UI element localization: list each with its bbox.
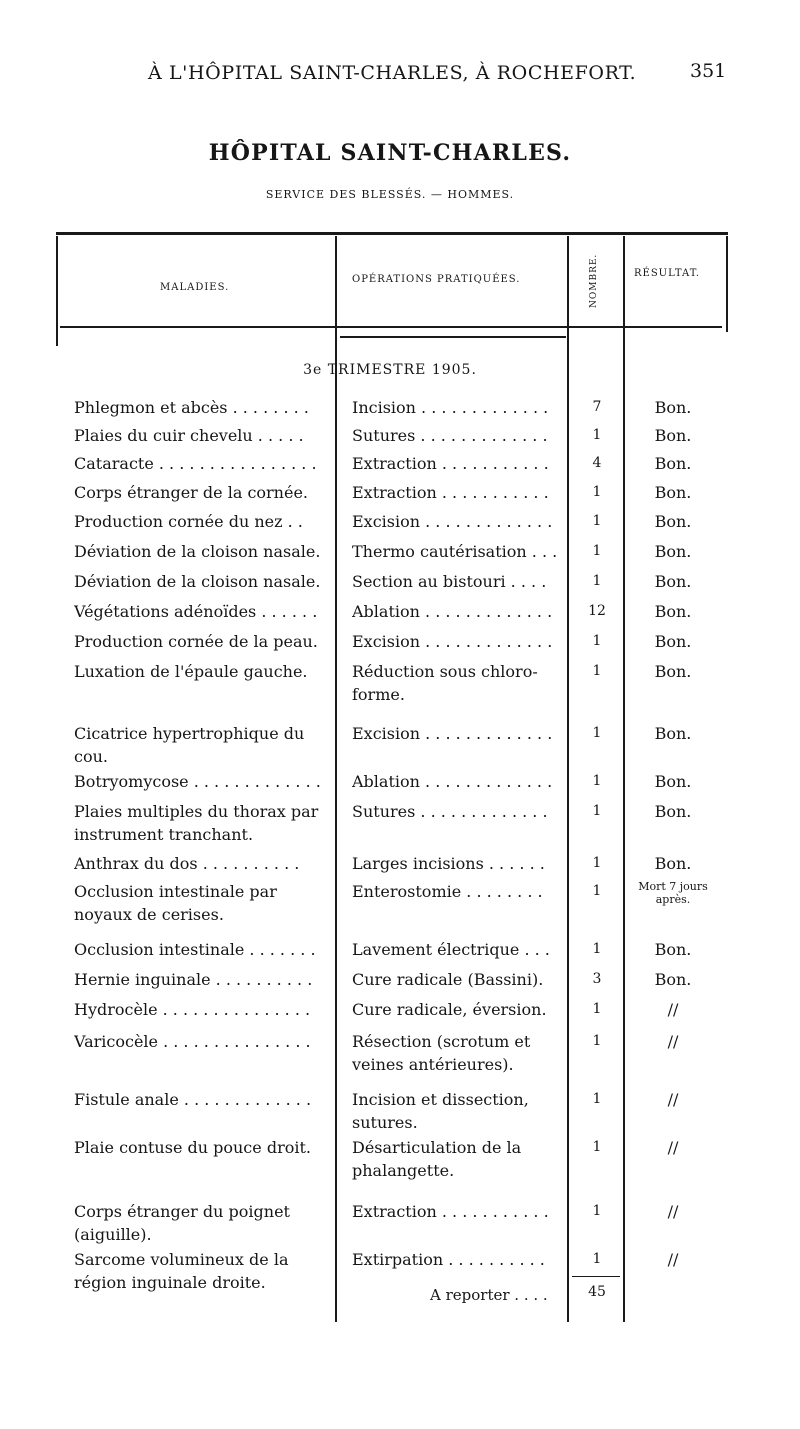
maladie-cell-line: région inguinale droite. (74, 1273, 266, 1292)
nombre-cell: 1 (592, 1033, 602, 1049)
operation-cell-line: Résection (scrotum et (352, 1032, 531, 1051)
maladie-cell-line: (aiguille). (74, 1225, 152, 1244)
operation-cell (352, 630, 562, 653)
resultat-cell (628, 570, 718, 593)
nombre-cell: 1 (592, 855, 602, 871)
resultat-cell-line: Bon. (654, 398, 692, 417)
maladie-cell-line: Varicocèle . . . . . . . . . . . . . . . (74, 1032, 311, 1051)
nombre-cell: 1 (592, 941, 602, 957)
resultat-cell (628, 722, 718, 745)
operation-cell-line: Cure radicale, éversion. (352, 1000, 547, 1019)
maladie-cell-line: Anthrax du dos . . . . . . . . . . (74, 854, 300, 873)
maladie-cell (74, 938, 330, 961)
resultat-cell (628, 998, 718, 1021)
operation-cell-line: Sutures . . . . . . . . . . . . . (352, 426, 548, 445)
maladie-cell-line: Plaie contuse du pouce droit. (74, 1138, 311, 1157)
nombre-cell: 1 (592, 573, 602, 589)
resultat-cell (628, 880, 718, 906)
operation-cell (352, 396, 562, 419)
maladie-cell-line: Phlegmon et abcès . . . . . . . . (74, 398, 309, 417)
operation-cell-line: Excision . . . . . . . . . . . . . (352, 512, 553, 531)
resultat-cell (628, 600, 718, 623)
operation-cell-line: Extraction . . . . . . . . . . . (352, 1202, 549, 1221)
resultat-cell (628, 800, 718, 823)
maladie-cell-line: Végétations adénoïdes . . . . . . (74, 602, 318, 621)
maladie-cell (74, 540, 330, 563)
operation-cell (352, 938, 562, 961)
operation-cell-line: Cure radicale (Bassini). (352, 970, 544, 989)
maladie-cell-line: Production cornée du nez . . (74, 512, 303, 531)
maladie-cell (74, 1200, 330, 1246)
maladie-cell (74, 800, 330, 846)
maladie-cell-line: Hydrocèle . . . . . . . . . . . . . . . (74, 1000, 311, 1019)
maladie-cell (74, 880, 330, 926)
operation-cell-line: veines antérieures). (352, 1055, 514, 1074)
col-header-maladies: MALADIES. (160, 282, 230, 293)
operation-cell (352, 722, 562, 745)
resultat-cell-line: Bon. (654, 483, 692, 502)
resultat-cell (628, 1030, 718, 1053)
nombre-cell: 1 (592, 633, 602, 649)
resultat-cell (628, 1248, 718, 1271)
resultat-cell-line: Bon. (654, 512, 692, 531)
nombre-cell: 1 (592, 427, 602, 443)
operation-cell-line: Excision . . . . . . . . . . . . . (352, 632, 553, 651)
nombre-cell: 1 (592, 663, 602, 679)
operation-cell (352, 1200, 562, 1223)
resultat-cell-line: // (667, 1138, 679, 1157)
page-number: 351 (690, 60, 727, 82)
resultat-cell-line: // (667, 1090, 679, 1109)
nombre-cell: 1 (592, 1001, 602, 1017)
table-header-rule-2 (340, 336, 566, 338)
resultat-cell (628, 424, 718, 447)
operation-cell-line: Lavement électrique . . . (352, 940, 550, 959)
maladie-cell (74, 998, 330, 1021)
resultat-cell (628, 540, 718, 563)
maladie-cell (74, 770, 330, 793)
operation-cell-line: Larges incisions . . . . . . (352, 854, 545, 873)
operation-cell-line: Extraction . . . . . . . . . . . (352, 483, 549, 502)
maladie-cell (74, 396, 330, 419)
nombre-cell: 1 (592, 883, 602, 899)
maladie-cell (74, 481, 330, 504)
operation-cell (352, 852, 562, 875)
resultat-cell (628, 938, 718, 961)
nombre-cell: 1 (592, 1251, 602, 1267)
maladie-cell-line: Fistule anale . . . . . . . . . . . . . (74, 1090, 312, 1109)
resultat-cell (628, 770, 718, 793)
maladie-cell (74, 570, 330, 593)
nombre-cell: 1 (592, 484, 602, 500)
nombre-cell: 1 (592, 1139, 602, 1155)
resultat-cell-line: Bon. (654, 602, 692, 621)
col-header-nombre: NOMBRE. (589, 253, 599, 308)
operation-cell-line: Extraction . . . . . . . . . . . (352, 454, 549, 473)
resultat-cell-line: Bon. (654, 572, 692, 591)
operation-cell (352, 800, 562, 823)
section-heading: 3e TRIMESTRE 1905. (303, 362, 477, 378)
resultat-cell-line: // (667, 1032, 679, 1051)
nombre-cell: 1 (592, 773, 602, 789)
maladie-cell-line: Déviation de la cloison nasale. (74, 542, 321, 561)
resultat-cell-line: Bon. (654, 662, 692, 681)
maladie-cell-line: Plaies multiples du thorax par (74, 802, 319, 821)
maladie-cell-line: Hernie inguinale . . . . . . . . . . (74, 970, 313, 989)
maladie-cell (74, 1030, 330, 1053)
operation-cell-line: Incision . . . . . . . . . . . . . (352, 398, 549, 417)
maladie-cell (74, 852, 330, 875)
operation-cell-line: Enterostomie . . . . . . . . (352, 882, 543, 901)
nombre-cell: 1 (592, 725, 602, 741)
resultat-cell-line: après. (655, 893, 691, 906)
maladie-cell-line: Corps étranger du poignet (74, 1202, 290, 1221)
page-title: HÔPITAL SAINT-CHARLES. (208, 140, 572, 166)
maladie-cell-line: Production cornée de la peau. (74, 632, 318, 651)
operation-cell (352, 452, 562, 475)
operation-cell-line: Thermo cautérisation . . . (352, 542, 558, 561)
resultat-cell-line: Bon. (654, 454, 692, 473)
maladie-cell-line: Occlusion intestinale . . . . . . . (74, 940, 316, 959)
operation-cell (352, 570, 562, 593)
maladie-cell-line: instrument tranchant. (74, 825, 254, 844)
operation-cell-line: Sutures . . . . . . . . . . . . . (352, 802, 548, 821)
resultat-cell (628, 630, 718, 653)
resultat-cell (628, 1088, 718, 1111)
nombre-cell: 1 (592, 513, 602, 529)
operation-cell-line: Extirpation . . . . . . . . . . (352, 1250, 545, 1269)
maladie-cell (74, 510, 330, 533)
resultat-cell-line: Bon. (654, 542, 692, 561)
resultat-cell-line: Bon. (654, 772, 692, 791)
maladie-cell (74, 452, 330, 475)
maladie-cell (74, 1248, 330, 1294)
resultat-cell (628, 452, 718, 475)
maladie-cell (74, 1088, 330, 1111)
maladie-cell-line: Sarcome volumineux de la (74, 1250, 289, 1269)
maladie-cell (74, 424, 330, 447)
col-header-resultat: RÉSULTAT. (634, 268, 701, 279)
resultat-cell-line: Bon. (654, 854, 692, 873)
maladie-cell-line: Plaies du cuir chevelu . . . . . (74, 426, 304, 445)
a-reporter-label: A reporter . . . . (430, 1286, 548, 1304)
maladie-cell-line: cou. (74, 747, 108, 766)
operation-cell (352, 968, 562, 991)
maladie-cell-line: Botryomycose . . . . . . . . . . . . . (74, 772, 321, 791)
resultat-cell-line: Bon. (654, 724, 692, 743)
resultat-cell-line: Bon. (654, 970, 692, 989)
maladie-cell (74, 1136, 330, 1159)
nombre-cell: 4 (592, 455, 602, 471)
operation-cell (352, 481, 562, 504)
table-top-rule (56, 232, 728, 235)
table-left-edge (56, 236, 58, 346)
maladie-cell (74, 600, 330, 623)
resultat-cell-line: Mort 7 jours (638, 880, 708, 893)
operation-cell-line: Ablation . . . . . . . . . . . . . (352, 772, 553, 791)
resultat-cell-line: Bon. (654, 940, 692, 959)
maladie-cell (74, 630, 330, 653)
resultat-cell (628, 852, 718, 875)
operation-cell (352, 600, 562, 623)
maladie-cell (74, 722, 330, 768)
operation-cell-line: sutures. (352, 1113, 418, 1132)
operation-cell (352, 1088, 562, 1134)
resultat-cell-line: Bon. (654, 426, 692, 445)
resultat-cell-line: Bon. (654, 802, 692, 821)
operation-cell (352, 540, 562, 563)
maladie-cell-line: Corps étranger de la cornée. (74, 483, 309, 502)
operation-cell-line: Ablation . . . . . . . . . . . . . (352, 602, 553, 621)
maladie-cell-line: Cicatrice hypertrophique du (74, 724, 305, 743)
operation-cell (352, 660, 562, 706)
maladie-cell-line: Cataracte . . . . . . . . . . . . . . . . (74, 454, 317, 473)
table-right-edge (726, 236, 728, 332)
resultat-cell (628, 1200, 718, 1223)
total-rule (572, 1276, 620, 1277)
operation-cell (352, 880, 562, 903)
col-divider-1 (335, 236, 337, 1322)
operation-cell-line: Incision et dissection, (352, 1090, 529, 1109)
operation-cell-line: phalangette. (352, 1161, 455, 1180)
running-title: À L'HÔPITAL SAINT-CHARLES, À ROCHEFORT. (148, 62, 637, 84)
resultat-cell (628, 968, 718, 991)
operation-cell (352, 1248, 562, 1271)
resultat-cell (628, 396, 718, 419)
resultat-cell (628, 660, 718, 683)
maladie-cell-line: Occlusion intestinale par (74, 882, 277, 901)
nombre-cell: 7 (592, 399, 602, 415)
maladie-cell (74, 968, 330, 991)
resultat-cell-line: Bon. (654, 632, 692, 651)
page-subtitle: SERVICE DES BLESSÉS. — HOMMES. (265, 188, 515, 201)
nombre-cell: 1 (592, 1203, 602, 1219)
operation-cell-line: Désarticulation de la (352, 1138, 522, 1157)
col-divider-3 (623, 236, 625, 1322)
operation-cell (352, 998, 562, 1021)
maladie-cell-line: Déviation de la cloison nasale. (74, 572, 321, 591)
operation-cell (352, 424, 562, 447)
maladie-cell-line: noyaux de cerises. (74, 905, 224, 924)
operation-cell-line: Section au bistouri . . . . (352, 572, 547, 591)
resultat-cell (628, 1136, 718, 1159)
nombre-cell: 1 (592, 1091, 602, 1107)
operation-cell-line: forme. (352, 685, 405, 704)
operation-cell (352, 510, 562, 533)
resultat-cell (628, 481, 718, 504)
col-header-operations: OPÉRATIONS PRATIQUÉES. (352, 274, 521, 285)
operation-cell (352, 1030, 562, 1076)
maladie-cell-line: Luxation de l'épaule gauche. (74, 662, 308, 681)
operation-cell-line: Réduction sous chloro- (352, 662, 538, 681)
operation-cell-line: Excision . . . . . . . . . . . . . (352, 724, 553, 743)
nombre-cell: 12 (588, 603, 606, 619)
col-divider-2 (567, 236, 569, 1322)
nombre-cell: 1 (592, 803, 602, 819)
total-value: 45 (588, 1284, 606, 1300)
operation-cell (352, 1136, 562, 1182)
resultat-cell (628, 510, 718, 533)
nombre-cell: 3 (592, 971, 602, 987)
maladie-cell (74, 660, 330, 683)
operation-cell (352, 770, 562, 793)
resultat-cell-line: // (667, 1202, 679, 1221)
nombre-cell: 1 (592, 543, 602, 559)
resultat-cell-line: // (667, 1000, 679, 1019)
resultat-cell-line: // (667, 1250, 679, 1269)
